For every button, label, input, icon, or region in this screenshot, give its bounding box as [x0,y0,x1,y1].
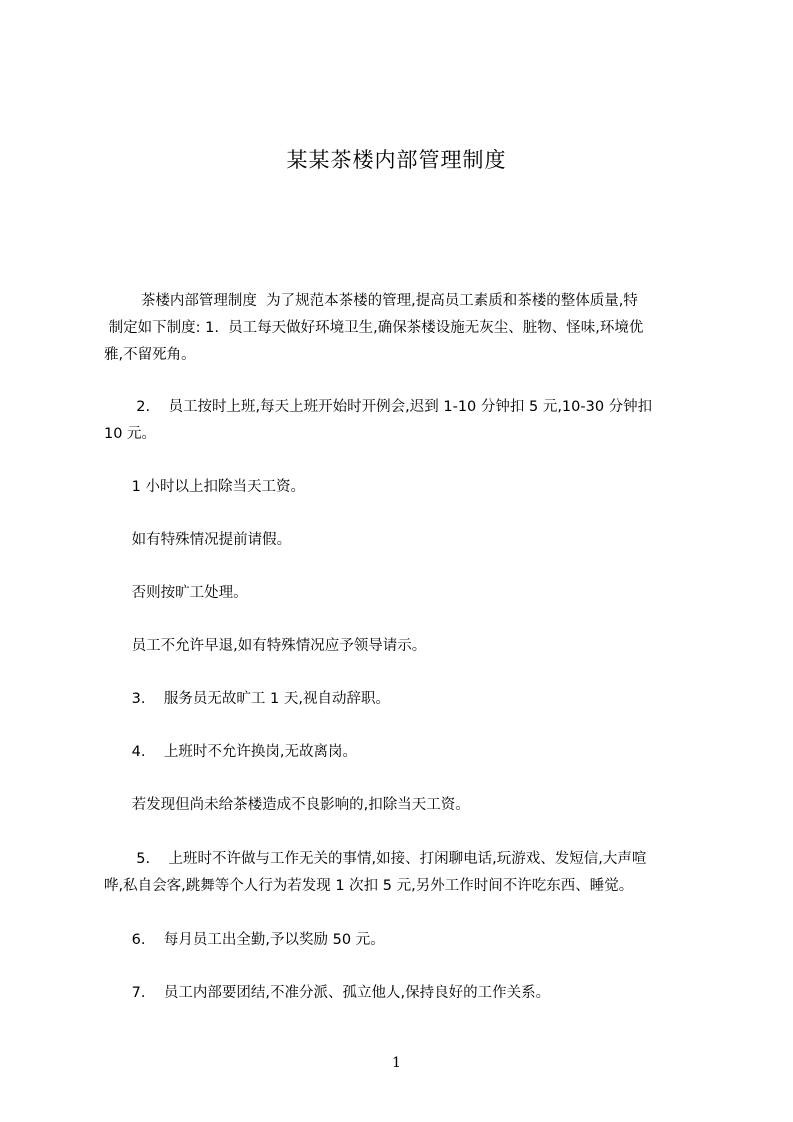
text-line: 哗,私自会客,跳舞等个人行为若发现 1 次扣 5 元,另外工作时间不许吃东西、睡觉。 [104,878,634,894]
page-number: 1 [392,1055,401,1071]
text-line: 4. 上班时不允许换岗,无故离岗。 [104,744,358,760]
paragraph-9 [104,792,698,819]
text-line: 3. 服务员无故旷工 1 天,视自动辞职。 [104,691,390,707]
text-line: 1 小时以上扣除当天工资。 [104,479,305,495]
text-line: 若发现但尚未给茶楼造成不良影响的,扣除当天工资。 [104,797,470,813]
paragraph-1 [104,288,698,369]
paragraph-5 [104,580,698,607]
text-line: 10 元。 [104,426,157,442]
text-line: 如有特殊情况提前请假。 [104,532,292,548]
document-title: 某某茶楼内部管理制度 [286,148,507,172]
text-line: 茶楼内部管理制度 为了规范本茶楼的管理,提高员工素质和茶楼的整体质量,特 [104,293,638,309]
paragraph-11 [104,927,698,954]
text-line: 2. 员工按时上班,每天上班开始时开例会,迟到 1-10 分钟扣 5 元,10-30 分钟扣 [104,399,653,415]
text-line: 否则按旷工处理。 [104,585,248,601]
paragraph-7 [104,686,698,713]
paragraph-12 [104,980,698,1007]
text-line: 雅,不留死角。 [104,347,196,363]
paragraph-2 [104,394,698,448]
text-line: 6. 每月员工出全勤,予以奖励 50 元。 [104,932,385,948]
paragraph-3 [104,474,698,501]
paragraph-8 [104,739,698,766]
text-line: 7. 员工内部要团结,不准分派、孤立他人,保持良好的工作关系。 [104,985,551,1001]
paragraph-10 [104,846,698,900]
paragraph-6 [104,633,698,660]
text-line: 5. 上班时不许做与工作无关的事情,如接、打闲聊电话,玩游戏、发短信,大声喧 [104,851,647,867]
paragraph-4 [104,527,698,554]
text-line: 制定如下制度: 1. 员工每天做好环境卫生,确保茶楼设施无灰尘、脏物、怪味,环境优 [104,320,644,336]
text-line: 员工不允许早退,如有特殊情况应予领导请示。 [104,638,427,654]
